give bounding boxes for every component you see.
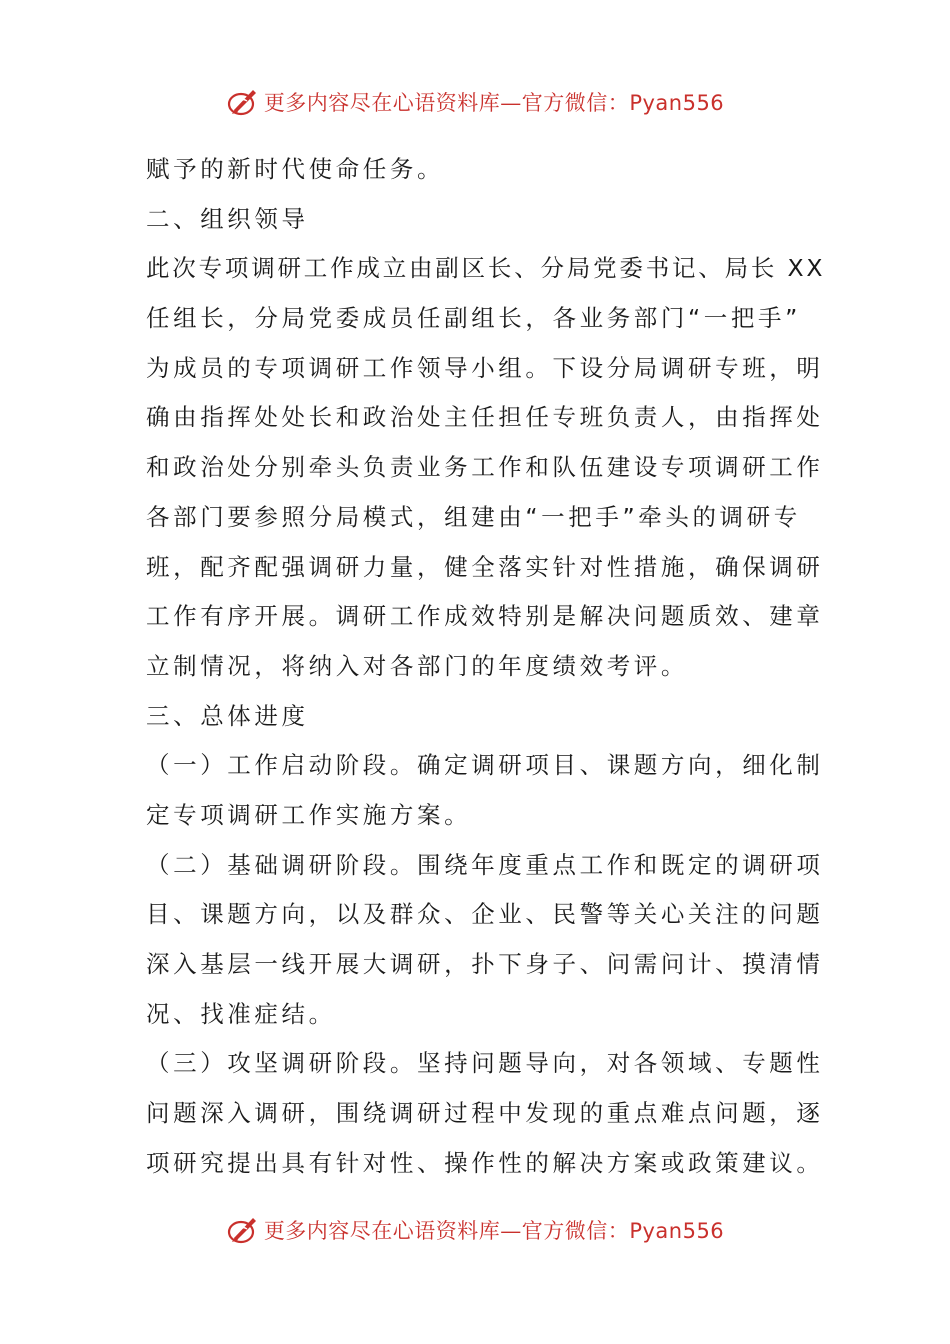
text-line: 况、找准症结。: [146, 999, 336, 1028]
text-line: 立制情况，将纳入对各部门的年度绩效考评。: [146, 651, 688, 680]
quill-pen-logo-icon: [226, 85, 260, 119]
text-line: 此次专项调研工作成立由副区长、分局党委书记、局长 XX: [146, 254, 826, 283]
text-line: 为成员的专项调研工作领导小组。下设分局调研专班，明: [146, 353, 824, 382]
text-line: （二）基础调研阶段。围绕年度重点工作和既定的调研项: [146, 850, 824, 879]
watermark-text: [264, 1215, 724, 1245]
watermark-wechat-id: Pyan556: [629, 1219, 725, 1243]
text-line: 问题深入调研，围绕调研过程中发现的重点难点问题，逐: [146, 1099, 824, 1128]
document-body: [146, 145, 826, 1188]
text-line: 项研究提出具有针对性、操作性的解决方案或政策建议。: [146, 1148, 824, 1177]
watermark-text: [264, 87, 724, 117]
section-heading: 三、总体进度: [146, 701, 309, 730]
text-line: 定专项调研工作实施方案。: [146, 800, 472, 829]
text-line: 确由指挥处处长和政治处主任担任专班负责人，由指挥处: [146, 403, 824, 432]
watermark-wechat-id: Pyan556: [629, 91, 725, 115]
text-line: 和政治处分别牵头负责业务工作和队伍建设专项调研工作: [146, 453, 824, 482]
text-line: 各部门要参照分局模式，组建由“一把手”牵头的调研专: [146, 502, 801, 531]
footer-watermark: [0, 1210, 950, 1250]
text-line: 工作有序开展。调研工作成效特别是解决问题质效、建章: [146, 602, 824, 631]
text-line: 任组长，分局党委成员任副组长，各业务部门“一把手”: [146, 304, 801, 333]
text-line: （三）攻坚调研阶段。坚持问题导向，对各领域、专题性: [146, 1049, 824, 1078]
watermark-slogan: 更多内容尽在心语资料库—官方微信：: [263, 91, 630, 115]
section-heading: 二、组织领导: [146, 204, 309, 233]
watermark-slogan: 更多内容尽在心语资料库—官方微信：: [263, 1219, 630, 1243]
text-line: 深入基层一线开展大调研，扑下身子、问需问计、摸清情: [146, 950, 824, 978]
text-line: 目、课题方向，以及群众、企业、民警等关心关注的问题: [146, 900, 824, 929]
text-line: 班，配齐配强调研力量，健全落实针对性措施，确保调研: [146, 552, 824, 581]
header-watermark: [0, 82, 950, 122]
text-line: 赋予的新时代使命任务。: [146, 155, 445, 183]
text-line: （一）工作启动阶段。确定调研项目、课题方向，细化制: [146, 751, 824, 780]
quill-pen-logo-icon: [226, 1213, 260, 1247]
